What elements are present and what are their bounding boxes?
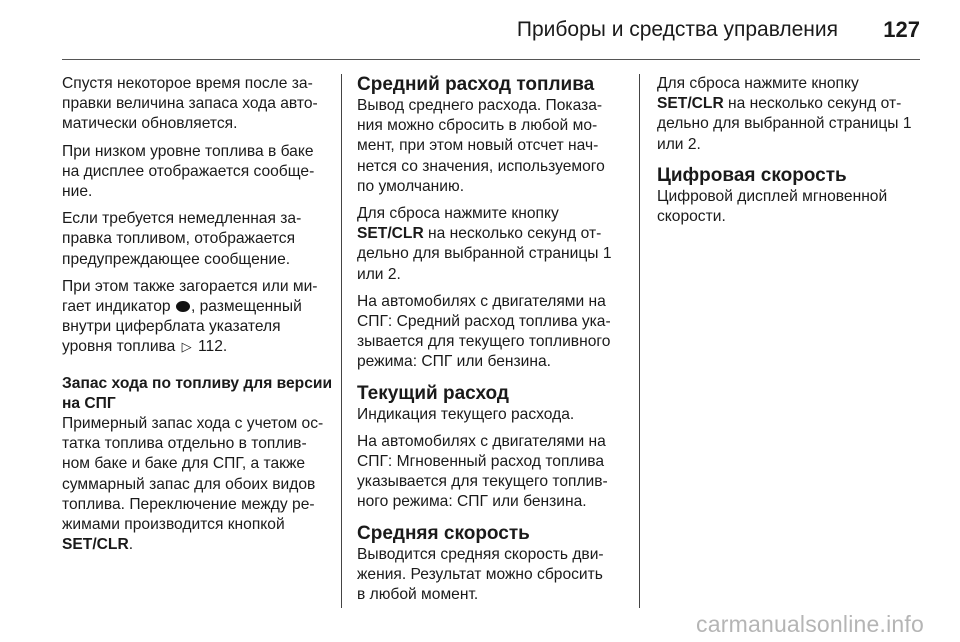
text-line: или 2. <box>357 265 401 283</box>
text-line: На автомобилях с двигателями на <box>357 292 606 310</box>
column-3 <box>657 74 927 234</box>
text-fragment: гает индикатор <box>62 298 171 316</box>
text-line: Спустя некоторое время после за- <box>62 75 313 92</box>
text-line: топлива. Переключение между ре- <box>62 495 315 513</box>
text-line: СПГ: Средний расход топлива ука- <box>357 313 611 331</box>
heading-average-fuel: Средний расход топлива <box>357 74 595 95</box>
text-line: по умолчанию. <box>357 177 465 195</box>
page-number: 127 <box>883 17 920 42</box>
text-line: Вывод среднего расхода. Показа- <box>357 97 603 114</box>
text-line: ном баке и баке для СПГ, а также <box>62 455 306 473</box>
text-line: скорости. <box>657 208 726 226</box>
text-line: жимами производится кнопкой <box>62 516 285 534</box>
text-line: или 2. <box>657 135 701 153</box>
text-line: в любой момент. <box>357 586 479 604</box>
text-line: ного режима: СПГ или бензина. <box>357 493 587 511</box>
text-line: татка топлива отдельно в топлив- <box>62 435 307 453</box>
watermark: carmanualsonline.info <box>696 611 924 637</box>
text-line: мент, при этом новый отсчет нач- <box>357 137 599 155</box>
page-reference-icon: ▷ <box>181 339 192 355</box>
text-fragment: , размещенный <box>190 298 302 316</box>
text-line: Для сброса нажмите кнопку <box>657 75 859 92</box>
text-line: Если требуется немедленная за- <box>62 210 302 228</box>
text-line: на дисплее отображается сообще- <box>62 162 315 180</box>
column-divider-2 <box>639 74 640 608</box>
page-reference-link[interactable]: 112. <box>198 338 228 356</box>
page-header <box>0 0 960 60</box>
header-divider <box>62 59 920 60</box>
text-line: указывается для текущего топлив- <box>357 473 608 491</box>
heading-digital-speed: Цифровая скорость <box>657 164 847 186</box>
text-line: На автомобилях с двигателями на <box>357 432 606 450</box>
text-line: правка топливом, отображается <box>62 230 296 248</box>
paragraph-reset-speed <box>657 74 927 155</box>
text-line: дельно для выбранной страницы 1 <box>357 245 612 263</box>
text-fragment: на несколько секунд от- <box>423 225 602 243</box>
text-fragment: уровня топлива <box>62 338 176 356</box>
text-line: Индикация текущего расхода. <box>357 405 575 423</box>
text-line: При низком уровне топлива в баке <box>62 142 314 160</box>
paragraph-indicator <box>62 277 324 358</box>
text-line: ния можно сбросить в любой мо- <box>357 117 598 135</box>
text-line: ние. <box>62 183 93 201</box>
paragraph-range-update <box>62 74 324 135</box>
paragraph-refuel-warning <box>62 209 324 270</box>
text-line: СПГ: Мгновенный расход топлива <box>357 453 604 471</box>
paragraph-average-speed <box>357 545 629 606</box>
text-line: Выводится средняя скорость дви- <box>357 545 604 563</box>
paragraph-digital-speed <box>657 187 927 227</box>
text-line: Примерный запас хода с учетом ос- <box>62 415 324 433</box>
text-line: внутри циферблата указателя <box>62 318 281 336</box>
text-line: Цифровой дисплей мгновенной <box>657 187 888 205</box>
column-divider-1 <box>341 74 342 608</box>
button-name: SET/CLR <box>357 225 424 243</box>
button-name: SET/CLR <box>62 536 129 554</box>
subheading-cng-range <box>62 374 333 414</box>
heading-current-fuel: Текущий расход <box>357 382 509 404</box>
text-line <box>62 297 324 317</box>
text-line: режима: СПГ или бензина. <box>357 353 551 371</box>
text-line <box>62 337 324 357</box>
text-line: зывается для текущего топливного <box>357 333 611 351</box>
heading-average-speed: Средняя скорость <box>357 522 530 544</box>
paragraph-average-fuel <box>357 96 629 197</box>
paragraph-cng-current <box>357 432 629 513</box>
paragraph-cng-average <box>357 292 629 373</box>
text-line: нется со значения, используемого <box>357 157 605 175</box>
text-line: Для сброса нажмите кнопку <box>357 205 559 223</box>
text-line: жения. Результат можно сбросить <box>357 565 603 583</box>
header-title: Приборы и средства управления <box>516 18 838 41</box>
button-name: SET/CLR <box>657 95 724 113</box>
text-line: При этом также загорается или ми- <box>62 277 318 295</box>
text-line: дельно для выбранной страницы 1 <box>657 115 912 133</box>
text-fragment: на несколько секунд от- <box>723 95 902 113</box>
text-line: суммарный запас для обоих видов <box>62 475 316 493</box>
column-1 <box>62 74 333 562</box>
column-2 <box>357 74 629 612</box>
text-line <box>657 94 927 114</box>
text-line: Запас хода по топливу для версии <box>62 374 333 392</box>
text-line <box>357 224 629 244</box>
text-line: правки величина запаса хода авто- <box>62 95 318 113</box>
text-line <box>62 535 324 555</box>
paragraph-cng-range <box>62 414 324 555</box>
text-fragment: . <box>128 536 134 554</box>
text-line: матически обновляется. <box>62 115 238 133</box>
paragraph-low-fuel <box>62 142 324 203</box>
text-line: на СПГ <box>62 394 116 412</box>
fuel-indicator-icon <box>176 301 190 312</box>
paragraph-reset-average <box>357 204 629 285</box>
text-line: предупреждающее сообщение. <box>62 250 291 268</box>
paragraph-current-fuel <box>357 405 629 425</box>
